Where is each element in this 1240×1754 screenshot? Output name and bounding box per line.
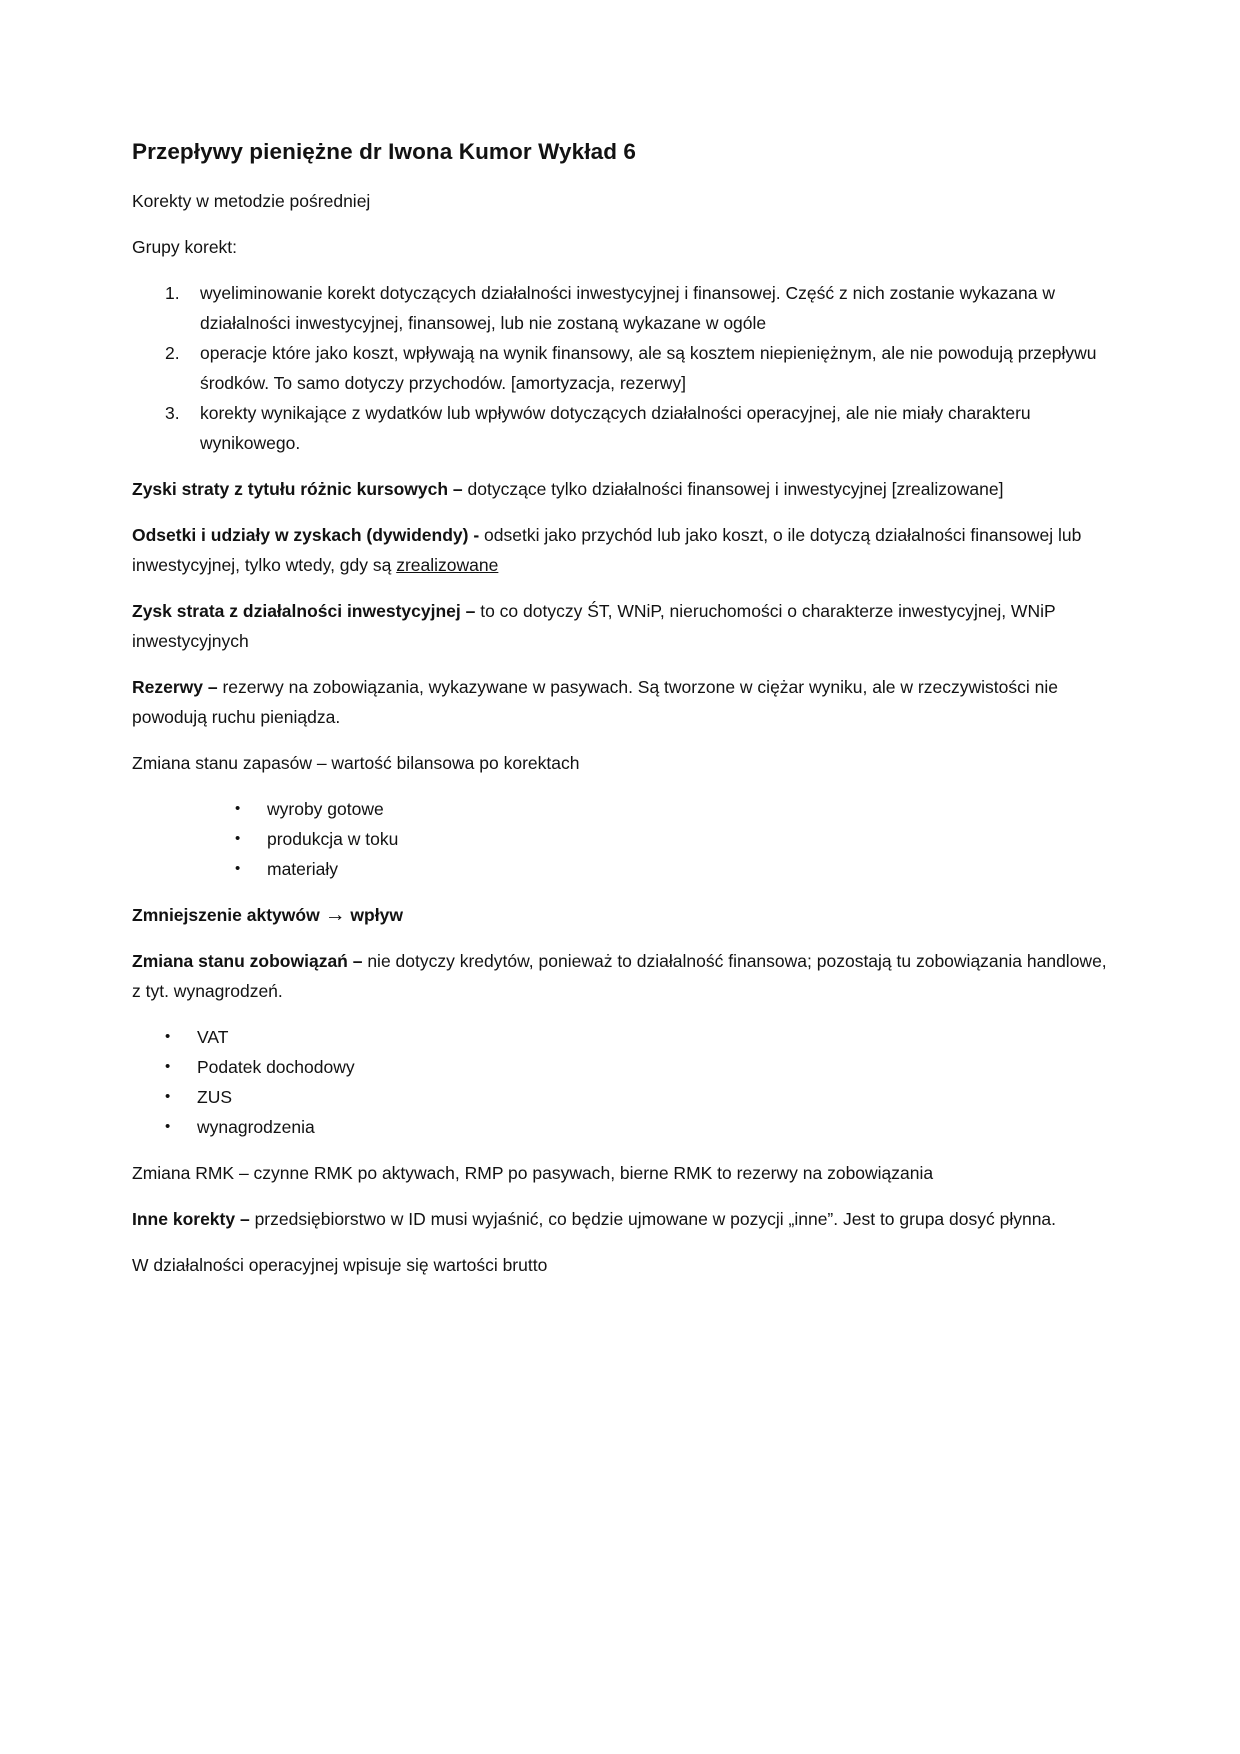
paragraph-lead-bold: Zmiana stanu zobowiązań – — [132, 951, 368, 971]
paragraph-body-text: odsetki jako przychód lub jako koszt, o ile dotyczą działalności finansowej lub inwestycyjnej, tylko wtedy, gdy są — [132, 525, 1082, 575]
list-item-number: 2. — [165, 343, 180, 363]
right-arrow-icon: → — [324, 903, 346, 926]
list-item-text: VAT — [197, 1027, 229, 1047]
paragraph-lead-bold: Zmniejszenie aktywów — [132, 905, 325, 925]
bullet-icon: • — [165, 1118, 171, 1135]
paragraph-body-text: dotyczące tylko działalności finansowej i inwestycyjnej [zrealizowane] — [467, 479, 1004, 499]
bullet-list-zapasy — [132, 794, 1107, 884]
paragraph-korekty-metoda: Korekty w metodzie pośredniej — [132, 191, 371, 211]
bullet-list-zobowiazania — [132, 1022, 1107, 1142]
list-item-text: wynagrodzenia — [197, 1117, 315, 1137]
bullet-icon: • — [165, 1058, 171, 1075]
list-item-text: ZUS — [197, 1087, 232, 1107]
list-item — [165, 1052, 1107, 1082]
list-item — [165, 278, 1107, 338]
list-item — [165, 1022, 1107, 1052]
list-item-number: 3. — [165, 403, 180, 423]
list-item-number: 1. — [165, 283, 180, 303]
paragraph-rezerwy — [132, 672, 1107, 732]
list-item-text: wyroby gotowe — [267, 799, 384, 819]
underlined-word: zrealizowane — [396, 555, 499, 575]
paragraph-lead-bold: wpływ — [345, 905, 403, 925]
paragraph-body-text: to co dotyczy ŚT, WNiP, nieruchomości o charakterze inwestycyjnej, WNiP inwestycyjnych — [132, 601, 1056, 651]
list-item-text: produkcja w toku — [267, 829, 399, 849]
bullet-icon: • — [235, 860, 241, 877]
bullet-icon: • — [235, 830, 241, 847]
list-item — [165, 1082, 1107, 1112]
list-item — [165, 1112, 1107, 1142]
paragraph-lead-bold: Inne korekty – — [132, 1209, 255, 1229]
paragraph-inne-korekty — [132, 1204, 1107, 1234]
list-item — [235, 794, 1107, 824]
list-item — [235, 854, 1107, 884]
paragraph-lead-bold: Zysk strata z działalności inwestycyjnej – — [132, 601, 481, 621]
paragraph-lead-bold: Rezerwy – — [132, 677, 223, 697]
list-item — [235, 824, 1107, 854]
list-item-text: materiały — [267, 859, 338, 879]
paragraph-wartosci-brutto: W działalności operacyjnej wpisuje się wartości brutto — [132, 1255, 548, 1275]
paragraph-zmniejszenie-aktywow — [132, 900, 1107, 930]
doc-title: Przepływy pieniężne dr Iwona Kumor Wykład 6 — [132, 139, 637, 164]
list-item-text: wyeliminowanie korekt dotyczących działalności inwestycyjnej i finansowej. Część z nich zostanie wykazana w działalności inwestycyjnej, finansowej, lub nie zostaną wykazane w ogóle — [200, 283, 1055, 333]
list-item — [165, 338, 1107, 398]
list-item-text: operacje które jako koszt, wpływają na wynik finansowy, ale są kosztem niepieniężnym, ale nie powodują przepływu środków. To samo dotyczy przychodów. [amortyzacja, rezerwy] — [200, 343, 1097, 393]
paragraph-body-text: przedsiębiorstwo w ID musi wyjaśnić, co będzie ujmowane w pozycji „inne”. Jest to grupa dosyć płynna. — [254, 1209, 1057, 1229]
paragraph-zmiana-zobowiazan — [132, 946, 1107, 1006]
paragraph-zmiana-rmk: Zmiana RMK – czynne RMK po aktywach, RMP po pasywach, bierne RMK to rezerwy na zobowiązania — [132, 1163, 934, 1183]
paragraph-zysk-strata-inwestycyjna — [132, 596, 1107, 656]
list-item-text: korekty wynikające z wydatków lub wpływów dotyczących działalności operacyjnej, ale nie miały charakteru wynikowego. — [200, 403, 1031, 453]
list-item-text: Podatek dochodowy — [197, 1057, 355, 1077]
paragraph-body-text: nie dotyczy kredytów, ponieważ to działalność finansowa; pozostają tu zobowiązania handlowe, z tyt. wynagrodzeń. — [132, 951, 1107, 1001]
paragraph-grupy-korekt: Grupy korekt: — [132, 237, 238, 257]
paragraph-lead-bold: Zyski straty z tytułu różnic kursowych – — [132, 479, 468, 499]
paragraph-roznice-kursowe — [132, 474, 1107, 504]
paragraph-body-text: rezerwy na zobowiązania, wykazywane w pasywach. Są tworzone w ciężar wyniku, ale w rzeczywistości nie powodują ruchu pieniądza. — [132, 677, 1058, 727]
paragraph-odsetki-dywidendy — [132, 520, 1107, 580]
paragraph-zmiana-zapasow: Zmiana stanu zapasów – wartość bilansowa po korektach — [132, 753, 580, 773]
list-item — [165, 398, 1107, 458]
paragraph-lead-bold: Odsetki i udziały w zyskach (dywidendy) - — [132, 525, 485, 545]
bullet-icon: • — [235, 800, 241, 817]
numbered-list — [132, 278, 1107, 458]
bullet-icon: • — [165, 1088, 171, 1105]
bullet-icon: • — [165, 1028, 171, 1045]
